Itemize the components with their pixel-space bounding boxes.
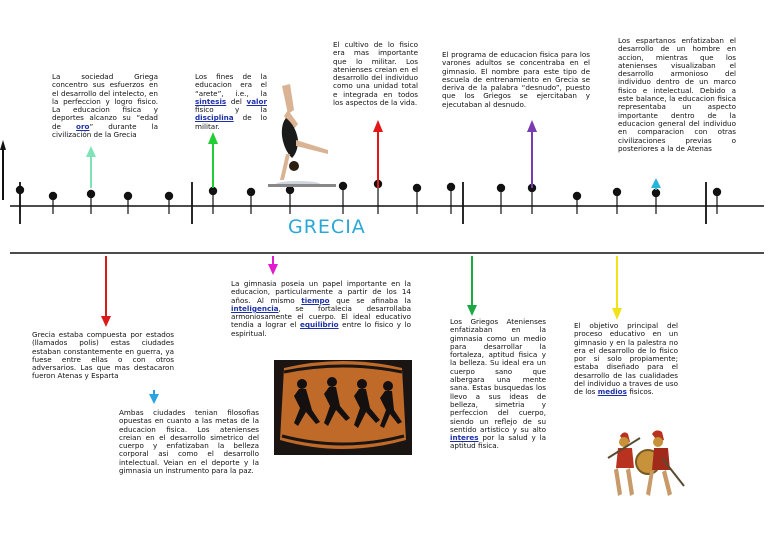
timeline-dot	[447, 183, 455, 191]
text-atenienses-pre: Los Griegos Atenienses enfatizaban en la gimnasia como un medio para desarrollar la fortaleza, aptitud fisica y la belleza. Su ideal era un cuerpo sano que albergara una mente sana. Estas busquedas los llevo a sus ideas de belleza, simetria y perfeccion del cuerpo, siendo un reflejo de su sentido artistico y su alto	[450, 317, 546, 434]
text-objetivo-post: fisicos.	[626, 387, 654, 397]
timeline-dot	[413, 184, 421, 192]
link-medios[interactable]: medios	[597, 387, 627, 397]
text-gimnasia-mid1: que se afinaba la	[329, 295, 412, 305]
timeline-dot	[247, 188, 255, 196]
timeline-dot	[613, 188, 621, 196]
link-sintesis[interactable]: sintesis	[195, 96, 227, 106]
timeline-dot	[652, 189, 660, 197]
text-arete-mid1: del	[226, 96, 247, 106]
text-arete-mid2: fisico y la	[195, 105, 267, 115]
text-block-polis: Grecia estaba compuesta por estados (llamados polis) estas ciudades estaban constantemente en guerra, ya fuese entre ellas o con otros adversarios. Las que mas destacaron fueron Atenas y Esparta	[32, 330, 174, 381]
text-intellect-pre: La sociedad Griega concentro sus esfuerzos en el desarrollo del intelecto, en la perfeccion y logro fisico. La educacion fisica y deportes alcanzo su “edad de	[52, 72, 158, 131]
text-block-atenienses	[450, 318, 546, 451]
timeline-dot	[573, 192, 581, 200]
timeline-dot	[209, 187, 217, 195]
greek-vase-image	[274, 360, 412, 455]
text-intellect-post: ” durante la civilización de la Grecia	[52, 121, 158, 140]
text-gimnasia-post: entre lo fisico y lo espiritual.	[231, 320, 411, 338]
timeline-dot	[165, 192, 173, 200]
link-disciplina[interactable]: disciplina	[195, 113, 234, 123]
link-equilibrio[interactable]: equilibrio	[300, 320, 339, 330]
text-gimnasia-pre: La gimnasia poseia un papel importante en la educacion, particularmente a partir de los 14 años. Al mismo	[231, 279, 411, 305]
timeline-dot	[87, 190, 95, 198]
timeline-dot	[339, 182, 347, 190]
timeline-dots	[16, 180, 721, 214]
text-atenienses-post: por la salud y la aptitud fisica.	[450, 433, 546, 451]
arrow-up-mint	[86, 146, 96, 188]
arrow-down-green	[467, 256, 477, 316]
arrow-down-magenta	[268, 256, 278, 275]
text-arete-post: de lo militar.	[195, 113, 267, 131]
text-arete-pre: Los fines de la educacion era el “arete”, i.e., la	[195, 72, 267, 98]
text-block-objetivo	[574, 322, 678, 397]
text-gimnasia-mid2: , se fortalecia desarrollaba armoniosamente el cuerpo. El ideal educativo tendia a lograr el	[231, 303, 411, 330]
arrow-up-purple	[527, 120, 537, 188]
text-block-intellect	[52, 73, 158, 139]
text-objetivo-pre: El objetivo principal del proceso educativo en un gimnasio y en la palestra no era el desarrollo de lo fisico por si solo propiamente; estaba diseñado para el desarrollo de las cualidades del individuo a traves de uso de los	[574, 321, 678, 397]
arrow-down-yellow	[612, 256, 622, 320]
arrow-up-cyan	[651, 178, 661, 190]
link-interes[interactable]: interes	[450, 433, 479, 443]
text-block-arete	[195, 73, 267, 131]
timeline-dot	[49, 192, 57, 200]
link-tiempo[interactable]: tiempo	[301, 295, 330, 305]
text-block-filosofias: Ambas ciudades tenian filosofias opuestas en cuanto a las metas de la educacion fisica. Los atenienses creian en el desarrollo simetrico del cuerpo y enfatizaban la belleza corporal asi como el desarrollo intelectual. Veian en el deporte y la gimnasia un instrumento para la paz.	[119, 408, 259, 476]
timeline-left-arrowhead	[0, 140, 6, 150]
arrow-up-red	[373, 120, 383, 188]
text-block-gimnasia	[231, 280, 411, 338]
text-block-gimnasio: El programa de educacion fisica para los varones adultos se concentraba en el gimnasio. El nombre para este tipo de escuela de entrenamiento en Grecia se deriva de la palabra “desnudo”, puesto que los Griegos se ejercitaban y ejecutaban al desnudo.	[442, 50, 590, 109]
timeline-dot	[497, 184, 505, 192]
link-oro[interactable]: oro	[76, 121, 90, 131]
link-valor[interactable]: valor	[246, 96, 267, 106]
arrow-down-blue	[149, 390, 159, 404]
link-inteligencia[interactable]: inteligencia	[231, 303, 279, 313]
text-block-espartanos: Los espartanos enfatizaban el desarrollo de un hombre en accion, mientras que los atenienses visualizaban el desarrollo armonioso del individuo dentro de un marco fisico e intelectual. Debido a este balance, la educacion fisica representaba un aspecto importante dentro de la educacion general del individuo en comparacion con otras civilizaciones previas o posteriores a la de Atenas	[618, 36, 736, 153]
timeline-dot	[713, 188, 721, 196]
text-block-cultivo: El cultivo de lo fisico era mas importante que lo militar. Los atenienses creian en el desarrollo del individuo como una unidad total e integrada en todos los aspectos de la vida.	[333, 40, 418, 108]
spartan-warriors-image	[600, 428, 686, 502]
gymnast-image	[268, 80, 336, 190]
arrow-up-green	[208, 132, 218, 188]
timeline-dot	[124, 192, 132, 200]
arrow-down-red	[101, 256, 111, 327]
timeline-dot	[16, 186, 24, 194]
timeline-title: GRECIA	[288, 216, 366, 238]
